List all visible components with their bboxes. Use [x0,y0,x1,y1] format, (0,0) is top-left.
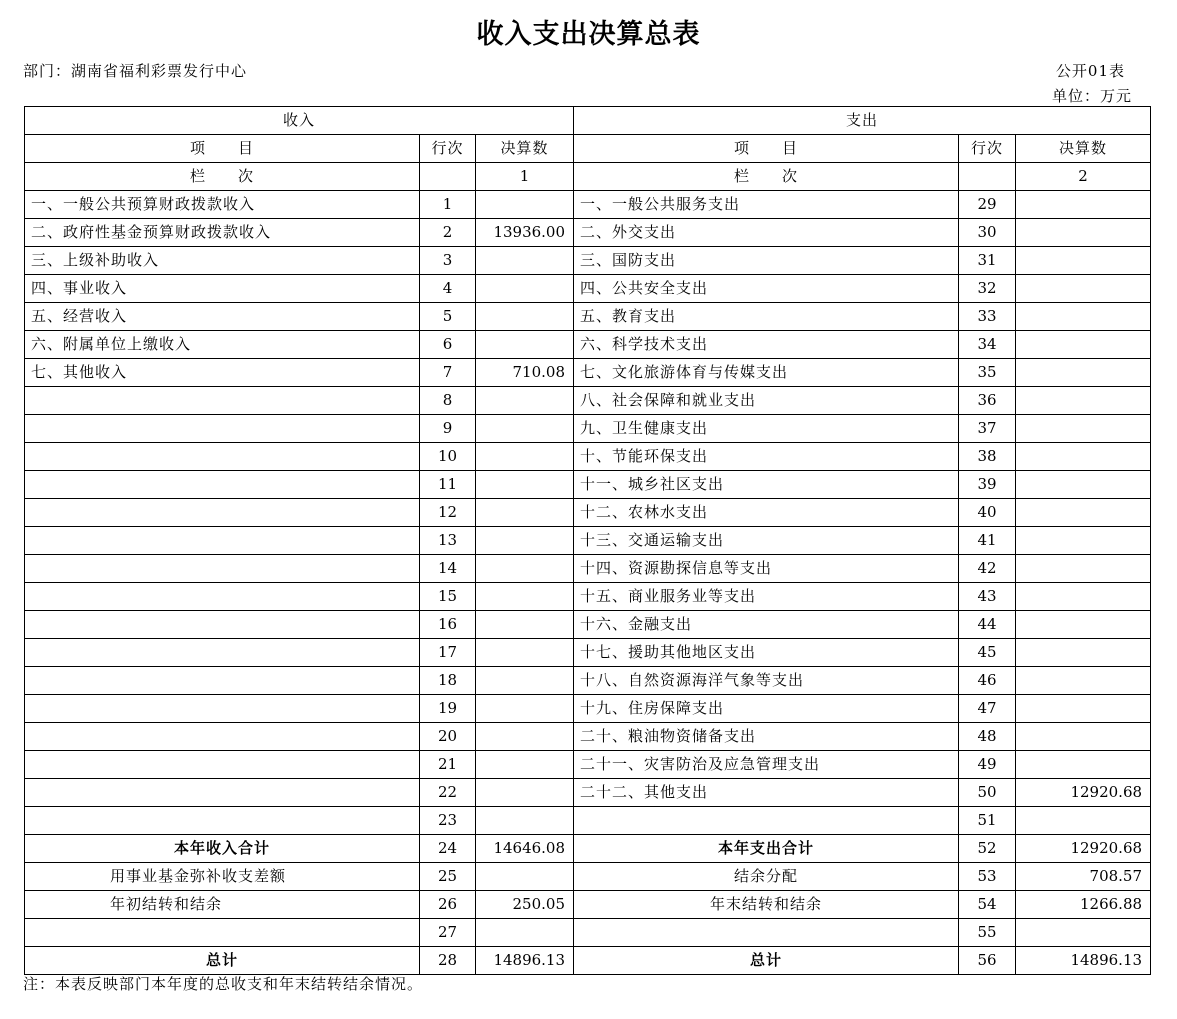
expense-rowno-cell: 44 [959,611,1016,639]
expense-rowno-cell: 30 [959,219,1016,247]
budget-summary-table [24,106,1151,975]
income-rowno-cell: 1 [420,191,476,219]
income-rowno-cell: 8 [420,387,476,415]
income-rowno-cell: 16 [420,611,476,639]
income-item-cell: 二、政府性基金预算财政拨款收入 [25,219,420,247]
income-item-cell [25,695,420,723]
expense-amount-cell [1016,583,1151,611]
expense-amount-header: 决算数 [1016,135,1151,163]
table-row [25,247,1151,275]
table-row [25,779,1151,807]
table-row [25,527,1151,555]
summary-income-rowno-cell: 25 [420,863,476,891]
expense-col-empty [959,163,1016,191]
expense-amount-cell [1016,275,1151,303]
income-amount-cell: 710.08 [476,359,574,387]
income-rowno-cell: 6 [420,331,476,359]
summary-expense-amount-cell: 14896.13 [1016,947,1151,975]
table-row [25,499,1151,527]
income-item-cell [25,807,420,835]
expense-amount-cell [1016,331,1151,359]
summary-expense-item-cell: 总计 [574,947,959,975]
income-amount-header: 决算数 [476,135,574,163]
income-rowno-cell: 18 [420,667,476,695]
expense-item-cell: 二十、粮油物资储备支出 [574,723,959,751]
expense-amount-cell [1016,471,1151,499]
department-label: 部门：湖南省福利彩票发行中心 [23,62,248,80]
income-amount-cell [476,247,574,275]
expense-amount-cell [1016,807,1151,835]
income-amount-cell [476,695,574,723]
expense-item-cell: 五、教育支出 [574,303,959,331]
expense-amount-cell [1016,555,1151,583]
income-item-cell: 六、附属单位上缴收入 [25,331,420,359]
expense-item-cell: 九、卫生健康支出 [574,415,959,443]
summary-row [25,863,1151,891]
income-amount-cell [476,275,574,303]
income-amount-cell [476,527,574,555]
expense-item-cell: 一、一般公共服务支出 [574,191,959,219]
income-rowno-cell: 4 [420,275,476,303]
expense-item-cell: 二十一、灾害防治及应急管理支出 [574,751,959,779]
income-item-cell: 四、事业收入 [25,275,420,303]
expense-col-label: 栏 次 [574,163,959,191]
expense-section-header: 支出 [574,107,1151,135]
expense-item-cell [574,807,959,835]
summary-income-amount-cell: 14646.08 [476,835,574,863]
table-row [25,583,1151,611]
income-rowno-cell: 21 [420,751,476,779]
expense-amount-cell [1016,723,1151,751]
table-row [25,387,1151,415]
income-rowno-cell: 3 [420,247,476,275]
income-rowno-cell: 15 [420,583,476,611]
summary-income-rowno-cell: 28 [420,947,476,975]
expense-item-cell: 四、公共安全支出 [574,275,959,303]
table-row [25,555,1151,583]
income-amount-cell [476,779,574,807]
income-item-cell: 一、一般公共预算财政拨款收入 [25,191,420,219]
income-rowno-header: 行次 [420,135,476,163]
expense-rowno-cell: 39 [959,471,1016,499]
table-row [25,331,1151,359]
table-row [25,667,1151,695]
expense-rowno-cell: 38 [959,443,1016,471]
summary-expense-rowno-cell: 52 [959,835,1016,863]
expense-rowno-cell: 43 [959,583,1016,611]
table-row [25,807,1151,835]
table-row [25,695,1151,723]
expense-rowno-header: 行次 [959,135,1016,163]
expense-item-cell: 十二、农林水支出 [574,499,959,527]
income-amount-cell: 13936.00 [476,219,574,247]
summary-income-amount-cell: 14896.13 [476,947,574,975]
income-rowno-cell: 13 [420,527,476,555]
table-row [25,611,1151,639]
expense-rowno-cell: 42 [959,555,1016,583]
expense-amount-cell [1016,611,1151,639]
summary-income-item-cell [25,919,420,947]
income-amount-cell [476,639,574,667]
expense-item-cell: 八、社会保障和就业支出 [574,387,959,415]
income-item-cell [25,527,420,555]
income-item-cell [25,751,420,779]
income-rowno-cell: 9 [420,415,476,443]
income-amount-cell [476,723,574,751]
summary-expense-amount-cell: 12920.68 [1016,835,1151,863]
summary-income-item-cell: 年初结转和结余 [25,891,420,919]
expense-col-number: 2 [1016,163,1151,191]
income-item-cell [25,443,420,471]
page-title: 收入支出决算总表 [476,19,701,50]
expense-amount-cell [1016,667,1151,695]
summary-expense-rowno-cell: 55 [959,919,1016,947]
expense-item-cell: 十七、援助其他地区支出 [574,639,959,667]
expense-item-header: 项 目 [574,135,959,163]
summary-income-rowno-cell: 24 [420,835,476,863]
expense-rowno-cell: 48 [959,723,1016,751]
income-item-cell [25,667,420,695]
income-amount-cell [476,751,574,779]
expense-amount-cell [1016,527,1151,555]
summary-expense-amount-cell [1016,919,1151,947]
income-amount-cell [476,387,574,415]
summary-income-amount-cell: 250.05 [476,891,574,919]
table-row [25,443,1151,471]
income-amount-cell [476,667,574,695]
summary-income-item-cell: 总计 [25,947,420,975]
income-col-number: 1 [476,163,574,191]
table-row [25,723,1151,751]
income-amount-cell [476,191,574,219]
income-amount-cell [476,583,574,611]
expense-rowno-cell: 50 [959,779,1016,807]
expense-amount-cell [1016,359,1151,387]
expense-rowno-cell: 29 [959,191,1016,219]
expense-amount-cell [1016,303,1151,331]
header-row-sections [25,107,1151,135]
summary-expense-rowno-cell: 56 [959,947,1016,975]
summary-row [25,919,1151,947]
income-amount-cell [476,443,574,471]
income-amount-cell [476,807,574,835]
expense-item-cell: 十、节能环保支出 [574,443,959,471]
expense-rowno-cell: 37 [959,415,1016,443]
summary-income-amount-cell [476,919,574,947]
expense-amount-cell [1016,499,1151,527]
expense-rowno-cell: 46 [959,667,1016,695]
footnote: 注：本表反映部门本年度的总收支和年末结转结余情况。 [23,975,424,993]
expense-item-cell: 十五、商业服务业等支出 [574,583,959,611]
income-item-cell [25,639,420,667]
income-amount-cell [476,331,574,359]
income-item-cell [25,499,420,527]
income-section-header: 收入 [25,107,574,135]
header-row-columns [25,135,1151,163]
table-row [25,639,1151,667]
summary-row [25,947,1151,975]
income-rowno-cell: 5 [420,303,476,331]
table-row [25,751,1151,779]
income-rowno-cell: 11 [420,471,476,499]
expense-item-cell: 六、科学技术支出 [574,331,959,359]
table-row [25,471,1151,499]
summary-expense-rowno-cell: 54 [959,891,1016,919]
income-rowno-cell: 22 [420,779,476,807]
income-item-cell [25,583,420,611]
income-rowno-cell: 7 [420,359,476,387]
summary-income-rowno-cell: 27 [420,919,476,947]
expense-amount-cell [1016,639,1151,667]
table-row [25,219,1151,247]
summary-income-item-cell: 本年收入合计 [25,835,420,863]
summary-income-item-cell: 用事业基金弥补收支差额 [25,863,420,891]
summary-expense-amount-cell: 708.57 [1016,863,1151,891]
income-rowno-cell: 20 [420,723,476,751]
income-item-cell: 七、其他收入 [25,359,420,387]
expense-amount-cell [1016,191,1151,219]
summary-row [25,891,1151,919]
expense-amount-cell [1016,415,1151,443]
income-rowno-cell: 17 [420,639,476,667]
income-item-cell [25,611,420,639]
income-item-cell [25,387,420,415]
summary-income-rowno-cell: 26 [420,891,476,919]
income-amount-cell [476,415,574,443]
expense-item-cell: 七、文化旅游体育与传媒支出 [574,359,959,387]
summary-expense-item-cell: 结余分配 [574,863,959,891]
expense-item-cell: 二、外交支出 [574,219,959,247]
table-row [25,359,1151,387]
income-rowno-cell: 12 [420,499,476,527]
expense-item-cell: 十九、住房保障支出 [574,695,959,723]
income-item-cell [25,723,420,751]
summary-expense-rowno-cell: 53 [959,863,1016,891]
expense-amount-cell [1016,247,1151,275]
expense-rowno-cell: 41 [959,527,1016,555]
table-row [25,415,1151,443]
summary-expense-item-cell [574,919,959,947]
income-amount-cell [476,471,574,499]
expense-rowno-cell: 31 [959,247,1016,275]
expense-rowno-cell: 35 [959,359,1016,387]
income-item-cell: 三、上级补助收入 [25,247,420,275]
income-col-label: 栏 次 [25,163,420,191]
expense-amount-cell [1016,387,1151,415]
income-rowno-cell: 19 [420,695,476,723]
expense-amount-cell: 12920.68 [1016,779,1151,807]
expense-rowno-cell: 47 [959,695,1016,723]
expense-rowno-cell: 36 [959,387,1016,415]
summary-expense-amount-cell: 1266.88 [1016,891,1151,919]
expense-amount-cell [1016,219,1151,247]
table-row [25,303,1151,331]
expense-rowno-cell: 32 [959,275,1016,303]
summary-expense-item-cell: 本年支出合计 [574,835,959,863]
table-row [25,275,1151,303]
expense-rowno-cell: 51 [959,807,1016,835]
income-amount-cell [476,555,574,583]
expense-item-cell: 十三、交通运输支出 [574,527,959,555]
income-item-cell [25,779,420,807]
expense-rowno-cell: 49 [959,751,1016,779]
expense-rowno-cell: 45 [959,639,1016,667]
income-rowno-cell: 14 [420,555,476,583]
income-item-cell [25,555,420,583]
expense-item-cell: 十四、资源勘探信息等支出 [574,555,959,583]
income-item-cell [25,415,420,443]
table-row [25,191,1151,219]
income-item-header: 项 目 [25,135,420,163]
expense-item-cell: 二十二、其他支出 [574,779,959,807]
income-amount-cell [476,611,574,639]
summary-expense-item-cell: 年末结转和结余 [574,891,959,919]
summary-income-amount-cell [476,863,574,891]
income-amount-cell [476,303,574,331]
expense-rowno-cell: 40 [959,499,1016,527]
expense-item-cell: 十一、城乡社区支出 [574,471,959,499]
summary-row [25,835,1151,863]
income-rowno-cell: 10 [420,443,476,471]
expense-amount-cell [1016,443,1151,471]
unit-label: 单位：万元 [1051,87,1132,105]
expense-item-cell: 十八、自然资源海洋气象等支出 [574,667,959,695]
income-rowno-cell: 23 [420,807,476,835]
income-col-empty [420,163,476,191]
income-amount-cell [476,499,574,527]
income-item-cell [25,471,420,499]
expense-amount-cell [1016,695,1151,723]
income-item-cell: 五、经营收入 [25,303,420,331]
expense-item-cell: 十六、金融支出 [574,611,959,639]
header-row-column-numbers [25,163,1151,191]
expense-rowno-cell: 33 [959,303,1016,331]
table-code: 公开01表 [1055,62,1125,80]
expense-amount-cell [1016,751,1151,779]
expense-rowno-cell: 34 [959,331,1016,359]
income-rowno-cell: 2 [420,219,476,247]
expense-item-cell: 三、国防支出 [574,247,959,275]
